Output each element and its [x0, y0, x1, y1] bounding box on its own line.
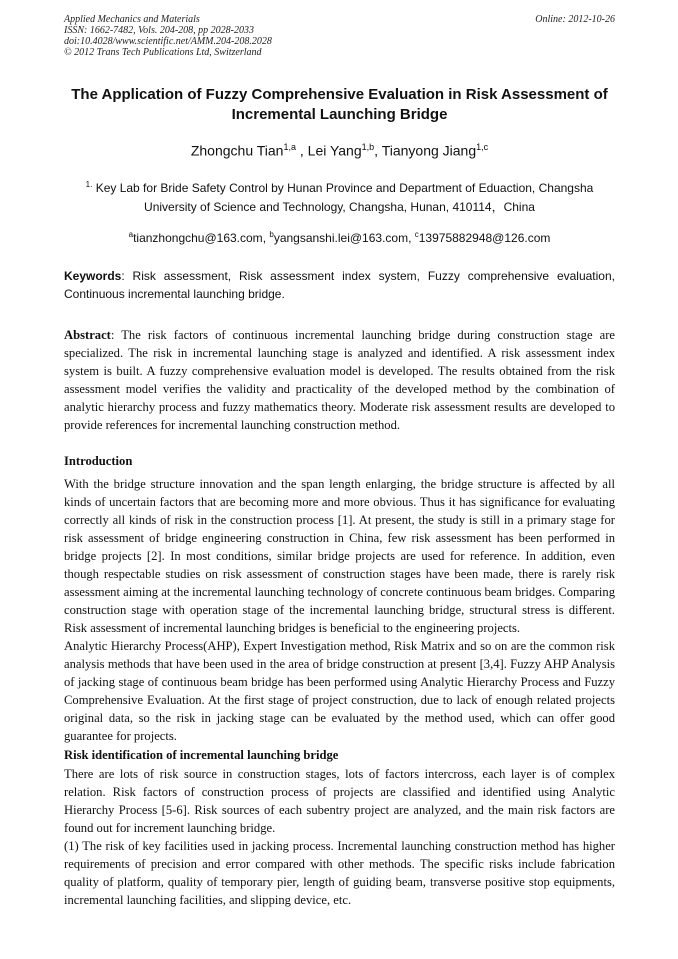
copyright-line: © 2012 Trans Tech Publications Ltd, Switzerland [64, 47, 262, 58]
abstract-text: : The risk factors of continuous incremental launching bridge during construction stage are specialized. The risk in incremental launching stage is analyzed and identified. A risk assessment index system is built. A fuzzy comprehensive evaluation model is developed. The results obtained from the risk assessment model verifies the validity and practicality of the developed method by the combination of analytic hierarchy process and fuzzy mathematics theory. Moderate risk assessment results are developed to provide references for incremental launching construction method. [64, 327, 615, 432]
journal-name: Applied Mechanics and Materials [64, 14, 200, 25]
paragraph: There are lots of risk source in construction stages, lots of factors intercross, each layer is of complex relation. Risk factors of construction process of projects are classified and identified using Analytic Hierarchy Process [5-6]. Risk sources of each subentry project are analyzed, and the main risk factors are found out for increment launching bridge. [64, 766, 615, 835]
email-address[interactable]: yangsanshi.lei@163.com [273, 230, 409, 245]
affiliation-line: University of Science and Technology, Changsha, Hunan, 410114，China [144, 199, 535, 214]
affiliation-superscript: 1. [85, 179, 93, 189]
paragraph: (1) The risk of key facilities used in jacking process. Incremental launching construction method has higher requirements of precision and error compared with other methods. The specific risks include fabrication quality of platform, quality of temporary pier, length of guiding beam, transverse positive stop equipments, incremental launching facilities, and slipping device, etc. [64, 838, 615, 907]
author-superscript: 1,a [283, 142, 296, 152]
issn-line: ISSN: 1662-7482, Vols. 204-208, pp 2028-2033 [64, 25, 254, 36]
affiliation [64, 175, 615, 217]
online-date: Online: 2012-10-26 [535, 14, 615, 25]
section-heading-introduction: Introduction [64, 453, 133, 468]
email-superscript: c [414, 229, 419, 239]
keywords [64, 267, 615, 303]
abstract-label: Abstract [64, 327, 111, 342]
author-name: Zhongchu Tian [190, 142, 284, 159]
email-address[interactable]: 13975882948@126.com [418, 230, 551, 245]
author-list: Zhongchu Tian$^{1,a}$ , Lei Yang$^{1,b}$, Tianyong Jiang$^{1,c}$ [190, 142, 489, 159]
paragraph: Analytic Hierarchy Process(AHP), Expert Investigation method, Risk Matrix and so on are the common risk analysis methods that have been used in the area of bridge construction at present [3,4]. Fuzzy AHP Analysis of jacking stage of continuous beam bridge has been performed using Analytic Hierarchy Process and Fuzzy Comprehensive Evaluation. At the first stage of project construction, due to lack of enough related projects original data, so the risk in jacking stage can be evaluated by the method used, which can offer good guarantee for projects. [64, 638, 615, 743]
paper-title: The Application of Fuzzy Comprehensive Evaluation in Risk Assessment of Incremental Launching Bridge [71, 86, 608, 123]
paper-page [64, 14, 615, 909]
author-superscript: 1,c [476, 142, 489, 152]
keywords-label: Keywords [64, 268, 122, 283]
email-list: $^a$tianzhongchu@163.com, $^b$yangsanshi.lei@163.com, $^c$13975882948@126.com [128, 229, 551, 245]
affiliation-line: Key Lab for Bride Safety Control by Hunan Province and Department of Eduaction, Changsha [95, 180, 594, 195]
author-superscript: 1,b [361, 142, 375, 152]
doi-line: doi:10.4028/www.scientific.net/AMM.204-208.2028 [64, 36, 272, 47]
email-superscript: b [269, 229, 274, 239]
abstract [64, 326, 615, 434]
paragraph: With the bridge structure innovation and the span length enlarging, the bridge structure is affected by all kinds of uncertain factors that are becoming more and more obvious. Thus it has significance for evaluating correctly all kinds of risk in the construction process [1]. At present, the study is still in a primary stage for risk assessment of bridge engineering construction in China, few risk assessment has been performed in bridge projects [2]. In most conditions, similar bridge projects are used for reference. In addition, even though respectable studies on risk assessment of construction stages have been made, there is rarely risk assessment aiming at the incremental launching technology of concrete continuous beam bridges. Comparing construction stage with operation stage of the incremental launching bridge, structural stress is different. Risk assessment of incremental launching bridges is beneficial to the engineering projects. [64, 476, 615, 635]
email-address[interactable]: tianzhongchu@163.com [133, 230, 263, 245]
author-name: Lei Yang [307, 142, 362, 159]
journal-header [64, 14, 615, 58]
author-name: Tianyong Jiang [381, 142, 477, 159]
keywords-text: : Risk assessment, Risk assessment index system, Fuzzy comprehensive evaluation, Continuous incremental launching bridge. [64, 268, 615, 301]
email-superscript: a [128, 229, 134, 239]
section-heading-risk-identification: Risk identification of incremental launching bridge [64, 747, 339, 762]
